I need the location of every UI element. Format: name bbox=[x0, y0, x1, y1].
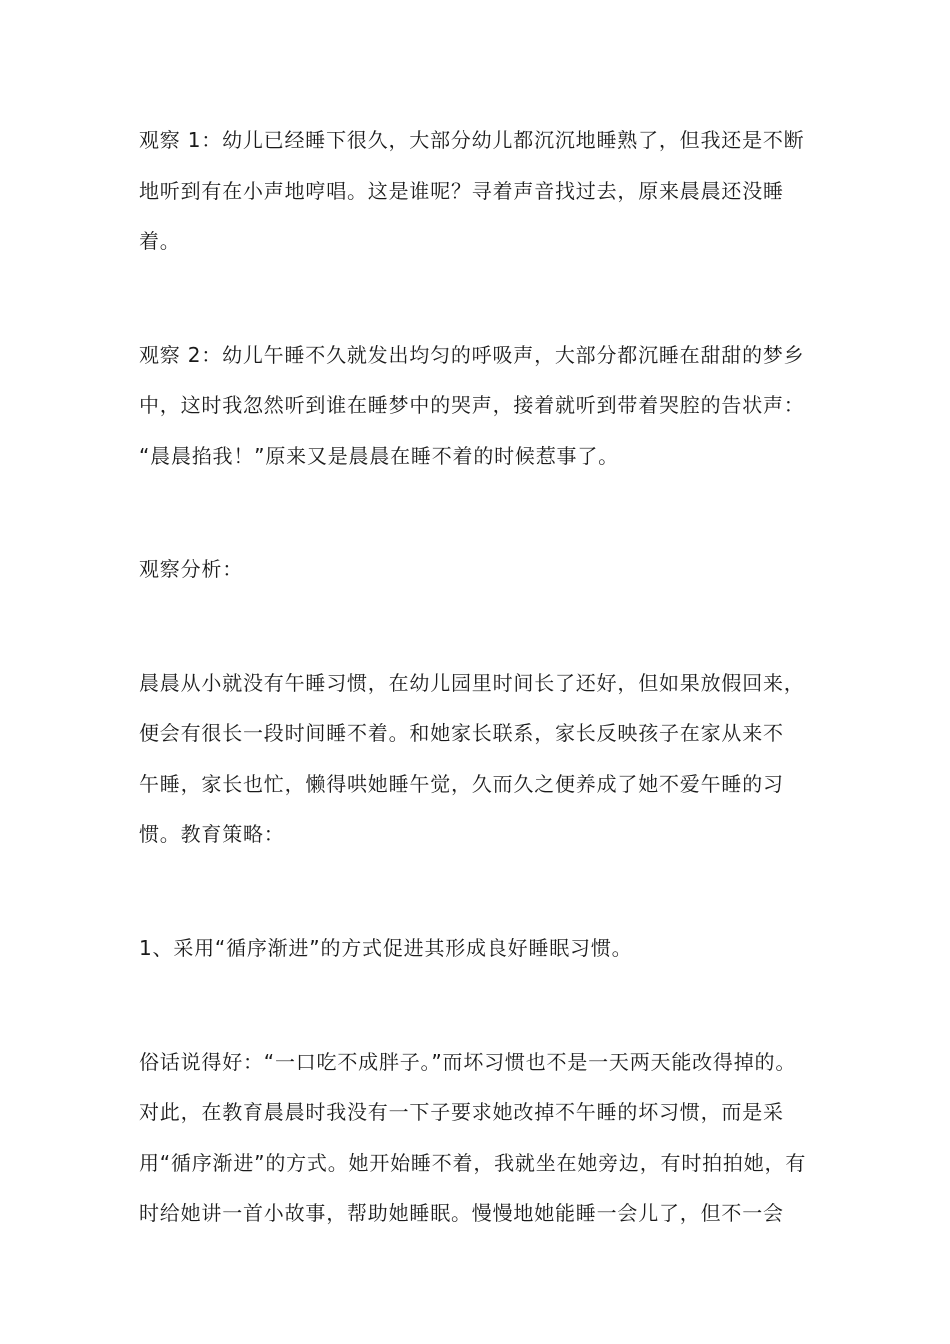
text-line: 观察 2：幼儿午睡不久就发出均匀的呼吸声，大部分都沉睡在甜甜的梦乡 bbox=[139, 343, 805, 367]
text-line: 着。 bbox=[139, 229, 181, 253]
text-line: 惯。教育策略： bbox=[139, 822, 285, 846]
text-line: 午睡，家长也忙，懒得哄她睡午觉，久而久之便养成了她不爱午睡的习 bbox=[139, 772, 784, 796]
text-line: 便会有很长一段时间睡不着。和她家长联系，家长反映孩子在家从来不 bbox=[139, 721, 784, 745]
text-line: 地听到有在小声地哼唱。这是谁呢？寻着声音找过去，原来晨晨还没睡 bbox=[139, 179, 784, 203]
text-line: 对此，在教育晨晨时我没有一下子要求她改掉不午睡的坏习惯，而是采 bbox=[139, 1100, 784, 1124]
text-line: 观察 1：幼儿已经睡下很久，大部分幼儿都沉沉地睡熟了，但我还是不断 bbox=[139, 128, 805, 152]
text-line: 晨晨从小就没有午睡习惯，在幼儿园里时间长了还好，但如果放假回来， bbox=[139, 671, 805, 695]
text-line: “晨晨掐我！”原来又是晨晨在睡不着的时候惹事了。 bbox=[139, 444, 619, 468]
text-line: 时给她讲一首小故事，帮助她睡眠。慢慢地她能睡一会儿了，但不一会 bbox=[139, 1201, 784, 1225]
text-line: 中，这时我忽然听到谁在睡梦中的哭声，接着就听到带着哭腔的告状声： bbox=[139, 393, 805, 417]
text-line: 用“循序渐进”的方式。她开始睡不着，我就坐在她旁边，有时拍拍她，有 bbox=[139, 1151, 807, 1175]
section-heading: 观察分析： bbox=[139, 557, 243, 581]
strategy-heading: 1、采用“循序渐进”的方式促进其形成良好睡眠习惯。 bbox=[139, 936, 633, 960]
text-line: 俗话说得好：“一口吃不成胖子。”而坏习惯也不是一天两天能改得掉的。 bbox=[139, 1050, 797, 1074]
